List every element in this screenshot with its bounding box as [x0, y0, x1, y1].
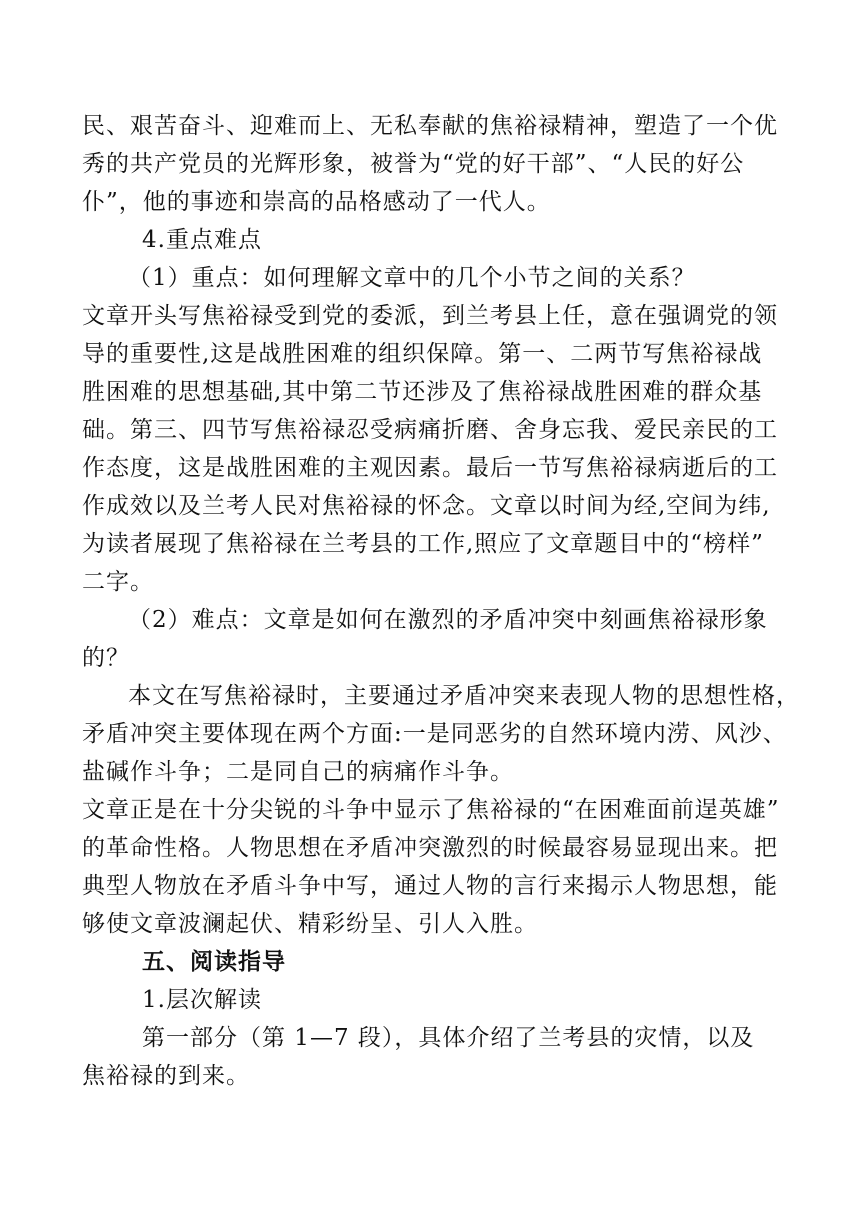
body-text-line: 本文在写焦裕禄时，主要通过矛盾冲突来表现人物的思想性格，	[128, 683, 800, 709]
body-text-line: 作态度，这是战胜困难的主观因素。最后一节写焦裕禄病逝后的工	[82, 455, 778, 481]
body-text-line: 二字。	[82, 569, 154, 595]
key-point-question: （1）重点：如何理解文章中的几个小节之间的关系？	[128, 265, 696, 291]
body-text-line: 民、艰苦奋斗、迎难而上、无私奉献的焦裕禄精神，塑造了一个优	[82, 113, 778, 139]
body-text-line: 的？	[82, 645, 130, 671]
difficult-point-question: （2）难点：文章是如何在激烈的矛盾冲突中刻画焦裕禄形象	[128, 607, 768, 633]
body-text-line: 的革命性格。人物思想在矛盾冲突激烈的时候最容易显现出来。把	[82, 835, 778, 861]
body-text-line: 文章开头写焦裕禄受到党的委派，到兰考县上任，意在强调党的领	[82, 303, 778, 329]
body-text-line: 作成效以及兰考人民对焦裕禄的怀念。文章以时间为经,空间为纬,	[82, 493, 771, 519]
body-text-line: 焦裕禄的到来。	[82, 1063, 250, 1089]
body-text-line: 导的重要性,这是战胜困难的组织保障。第一、二两节写焦裕禄战	[82, 341, 763, 367]
body-text-line: 为读者展现了焦裕禄在兰考县的工作,照应了文章题目中的“榜样”	[82, 531, 764, 557]
subsection-heading: 1.层次解读	[142, 987, 262, 1013]
body-text-line: 盐碱作斗争；二是同自己的病痛作斗争。	[82, 759, 514, 785]
body-text-line: 秀的共产党员的光辉形象，被誉为“党的好干部”、“人民的好公	[82, 151, 745, 177]
section-heading: 五、阅读指导	[142, 948, 286, 975]
body-text-line: 胜困难的思想基础,其中第二节还涉及了焦裕禄战胜困难的群众基	[82, 379, 763, 405]
body-text-line: 矛盾冲突主要体现在两个方面:一是同恶劣的自然环境内涝、风沙、	[82, 721, 787, 747]
body-text-line: 典型人物放在矛盾斗争中写，通过人物的言行来揭示人物思想，能	[82, 873, 778, 899]
subsection-heading: 4.重点难点	[142, 227, 262, 253]
body-text-line: 础。第三、四节写焦裕禄忍受病痛折磨、舍身忘我、爱民亲民的工	[82, 417, 778, 443]
body-text-line: 文章正是在十分尖锐的斗争中显示了焦裕禄的“在困难面前逞英雄”	[82, 797, 780, 823]
body-text-line: 仆”，他的事迹和崇高的品格感动了一代人。	[82, 189, 551, 215]
body-text-line: 够使文章波澜起伏、精彩纷呈、引人入胜。	[82, 911, 538, 937]
body-text-line: 第一部分（第 1—7 段），具体介绍了兰考县的灾情，以及	[142, 1025, 755, 1051]
